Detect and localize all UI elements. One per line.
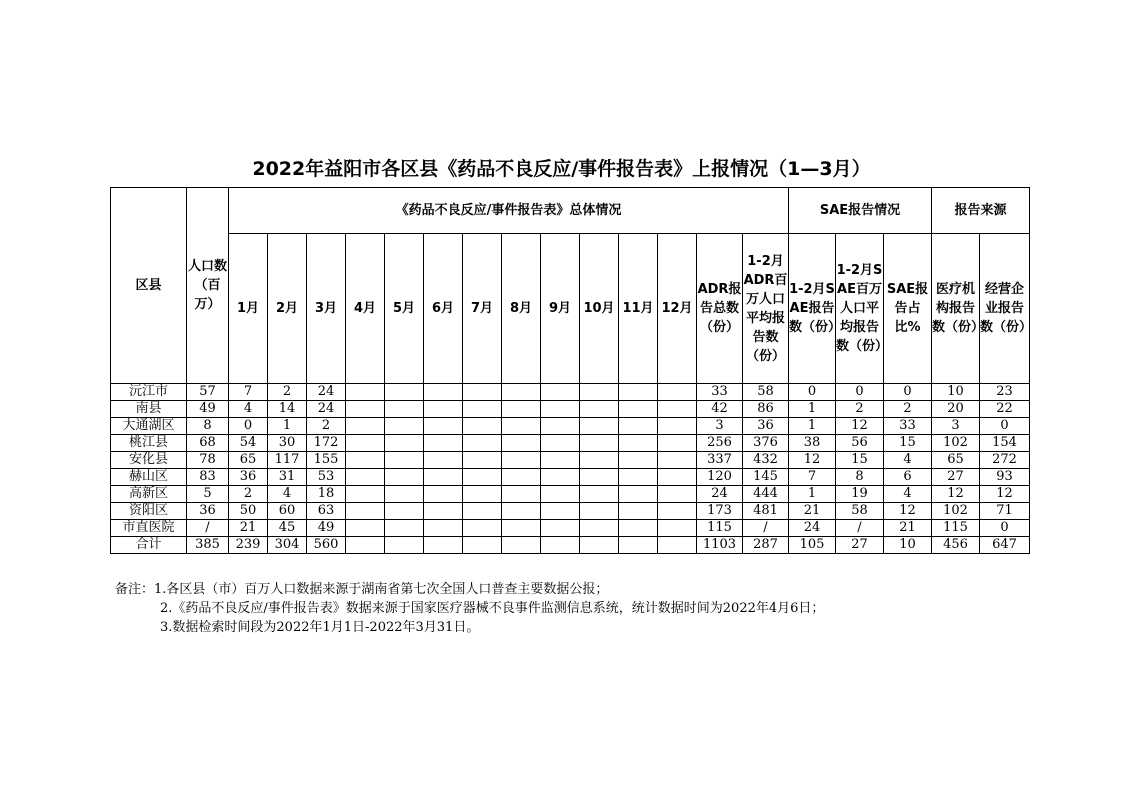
- header-month: 9月: [541, 234, 580, 384]
- month-cell: [502, 503, 541, 520]
- enterprise-cell: 22: [980, 401, 1030, 418]
- month-cell: [424, 486, 463, 503]
- sae-ratio-cell: 12: [884, 503, 932, 520]
- month-cell: [541, 384, 580, 401]
- report-table: [110, 187, 1033, 554]
- header-group-source: 报告来源: [932, 188, 1030, 234]
- header-month: 3月: [307, 234, 346, 384]
- adr-per-million-cell: 432: [743, 452, 789, 469]
- enterprise-cell: 647: [980, 537, 1030, 554]
- month-cell: [346, 486, 385, 503]
- month-cell: 54: [229, 435, 268, 452]
- adr-per-million-cell: 58: [743, 384, 789, 401]
- sae-count-cell: 105: [789, 537, 836, 554]
- header-group-overall: 《药品不良反应/事件报告表》总体情况: [229, 188, 789, 234]
- table-row: [111, 452, 1030, 469]
- month-cell: [541, 486, 580, 503]
- month-cell: [463, 452, 502, 469]
- month-cell: 4: [268, 486, 307, 503]
- month-cell: 0: [229, 418, 268, 435]
- month-cell: [385, 537, 424, 554]
- adr-per-million-cell: 287: [743, 537, 789, 554]
- sae-ratio-cell: 4: [884, 486, 932, 503]
- table-row: [111, 537, 1030, 554]
- adr-total-cell: 3: [697, 418, 743, 435]
- population-cell: 385: [187, 537, 229, 554]
- header-month: 5月: [385, 234, 424, 384]
- month-cell: [424, 452, 463, 469]
- sae-per-million-cell: 0: [836, 384, 884, 401]
- header-month: 8月: [502, 234, 541, 384]
- month-cell: [658, 520, 697, 537]
- month-cell: [658, 384, 697, 401]
- month-cell: 172: [307, 435, 346, 452]
- table-row: [111, 435, 1030, 452]
- month-cell: 7: [229, 384, 268, 401]
- month-cell: 45: [268, 520, 307, 537]
- district-cell: 高新区: [111, 486, 187, 503]
- header-district: 区县: [111, 188, 187, 384]
- header-month: 10月: [580, 234, 619, 384]
- month-cell: [580, 469, 619, 486]
- month-cell: [619, 469, 658, 486]
- month-cell: [463, 435, 502, 452]
- enterprise-cell: 71: [980, 503, 1030, 520]
- month-cell: [346, 520, 385, 537]
- adr-per-million-cell: /: [743, 520, 789, 537]
- population-cell: 78: [187, 452, 229, 469]
- medical-cell: 115: [932, 520, 980, 537]
- month-cell: [424, 435, 463, 452]
- month-cell: [502, 469, 541, 486]
- month-cell: [385, 520, 424, 537]
- header-population: 人口数（百万）: [187, 188, 229, 384]
- month-cell: 50: [229, 503, 268, 520]
- sae-count-cell: 0: [789, 384, 836, 401]
- sae-per-million-cell: /: [836, 520, 884, 537]
- medical-cell: 456: [932, 537, 980, 554]
- sae-count-cell: 7: [789, 469, 836, 486]
- month-cell: [424, 469, 463, 486]
- month-cell: [619, 486, 658, 503]
- month-cell: 24: [307, 384, 346, 401]
- medical-cell: 3: [932, 418, 980, 435]
- population-cell: 49: [187, 401, 229, 418]
- month-cell: 60: [268, 503, 307, 520]
- adr-per-million-cell: 145: [743, 469, 789, 486]
- table-row: [111, 401, 1030, 418]
- month-cell: [658, 401, 697, 418]
- month-cell: [619, 520, 658, 537]
- month-cell: [502, 486, 541, 503]
- month-cell: [541, 452, 580, 469]
- header-sae-ratio: SAE报告占比%: [884, 234, 932, 384]
- month-cell: [658, 537, 697, 554]
- header-enterprise: 经营企业报告数（份）: [980, 234, 1030, 384]
- month-cell: 53: [307, 469, 346, 486]
- month-cell: 304: [268, 537, 307, 554]
- month-cell: [580, 384, 619, 401]
- population-cell: /: [187, 520, 229, 537]
- month-cell: 18: [307, 486, 346, 503]
- month-cell: 2: [307, 418, 346, 435]
- header-sae-count: 1-2月SAE报告数（份）: [789, 234, 836, 384]
- month-cell: 24: [307, 401, 346, 418]
- sae-per-million-cell: 19: [836, 486, 884, 503]
- population-cell: 8: [187, 418, 229, 435]
- sae-per-million-cell: 58: [836, 503, 884, 520]
- month-cell: [619, 435, 658, 452]
- month-cell: 36: [229, 469, 268, 486]
- month-cell: [385, 469, 424, 486]
- month-cell: [424, 520, 463, 537]
- district-cell: 赫山区: [111, 469, 187, 486]
- enterprise-cell: 12: [980, 486, 1030, 503]
- month-cell: 14: [268, 401, 307, 418]
- month-cell: [424, 401, 463, 418]
- month-cell: [658, 418, 697, 435]
- medical-cell: 102: [932, 435, 980, 452]
- adr-per-million-cell: 36: [743, 418, 789, 435]
- month-cell: [580, 452, 619, 469]
- month-cell: 560: [307, 537, 346, 554]
- header-month: 7月: [463, 234, 502, 384]
- month-cell: 65: [229, 452, 268, 469]
- month-cell: [463, 486, 502, 503]
- adr-per-million-cell: 86: [743, 401, 789, 418]
- sae-per-million-cell: 27: [836, 537, 884, 554]
- adr-total-cell: 33: [697, 384, 743, 401]
- sae-ratio-cell: 4: [884, 452, 932, 469]
- month-cell: [541, 435, 580, 452]
- medical-cell: 12: [932, 486, 980, 503]
- month-cell: [541, 469, 580, 486]
- note-line: 备注：1.各区县（市）百万人口数据来源于湖南省第七次全国人口普查主要数据公报；: [115, 582, 609, 597]
- month-cell: [463, 384, 502, 401]
- medical-cell: 65: [932, 452, 980, 469]
- month-cell: 4: [229, 401, 268, 418]
- note-line: 3.数据检索时间段为2022年1月1日-2022年3月31日。: [160, 620, 480, 635]
- sae-ratio-cell: 15: [884, 435, 932, 452]
- month-cell: [619, 384, 658, 401]
- sae-count-cell: 21: [789, 503, 836, 520]
- sae-ratio-cell: 0: [884, 384, 932, 401]
- adr-per-million-cell: 444: [743, 486, 789, 503]
- district-cell: 安化县: [111, 452, 187, 469]
- table-row: [111, 486, 1030, 503]
- month-cell: [346, 401, 385, 418]
- month-cell: [463, 503, 502, 520]
- month-cell: [502, 435, 541, 452]
- month-cell: [463, 401, 502, 418]
- month-cell: [424, 384, 463, 401]
- district-cell: 桃江县: [111, 435, 187, 452]
- district-cell: 资阳区: [111, 503, 187, 520]
- notes: [115, 580, 824, 637]
- month-cell: 31: [268, 469, 307, 486]
- month-cell: [580, 401, 619, 418]
- month-cell: [619, 452, 658, 469]
- month-cell: [541, 401, 580, 418]
- month-cell: [502, 401, 541, 418]
- district-cell: 市直医院: [111, 520, 187, 537]
- month-cell: [658, 469, 697, 486]
- month-cell: [580, 520, 619, 537]
- month-cell: [580, 418, 619, 435]
- month-cell: [502, 520, 541, 537]
- month-cell: [346, 452, 385, 469]
- medical-cell: 102: [932, 503, 980, 520]
- table-row: [111, 469, 1030, 486]
- sae-per-million-cell: 15: [836, 452, 884, 469]
- sae-per-million-cell: 2: [836, 401, 884, 418]
- sae-per-million-cell: 8: [836, 469, 884, 486]
- month-cell: [424, 503, 463, 520]
- sae-ratio-cell: 10: [884, 537, 932, 554]
- month-cell: [541, 503, 580, 520]
- adr-total-cell: 1103: [697, 537, 743, 554]
- month-cell: [658, 435, 697, 452]
- month-cell: [346, 503, 385, 520]
- month-cell: [619, 418, 658, 435]
- month-cell: 117: [268, 452, 307, 469]
- month-cell: [346, 435, 385, 452]
- header-adr-total: ADR报告总数（份）: [697, 234, 743, 384]
- header-month: 2月: [268, 234, 307, 384]
- population-cell: 36: [187, 503, 229, 520]
- table-row: [111, 418, 1030, 435]
- sae-count-cell: 38: [789, 435, 836, 452]
- enterprise-cell: 272: [980, 452, 1030, 469]
- month-cell: 49: [307, 520, 346, 537]
- population-cell: 57: [187, 384, 229, 401]
- month-cell: [424, 418, 463, 435]
- month-cell: [580, 486, 619, 503]
- month-cell: 63: [307, 503, 346, 520]
- adr-total-cell: 24: [697, 486, 743, 503]
- sae-count-cell: 24: [789, 520, 836, 537]
- adr-total-cell: 256: [697, 435, 743, 452]
- header-sae-per-million: 1-2月SAE百万人口平均报告数（份）: [836, 234, 884, 384]
- adr-total-cell: 115: [697, 520, 743, 537]
- month-cell: [619, 401, 658, 418]
- month-cell: [502, 384, 541, 401]
- month-cell: [385, 435, 424, 452]
- month-cell: [658, 452, 697, 469]
- population-cell: 68: [187, 435, 229, 452]
- month-cell: [619, 537, 658, 554]
- header-group-sae: SAE报告情况: [789, 188, 932, 234]
- adr-per-million-cell: 481: [743, 503, 789, 520]
- month-cell: [502, 418, 541, 435]
- page-title: 2022年益阳市各区县《药品不良反应/事件报告表》上报情况（1—3月）: [252, 158, 871, 180]
- month-cell: [541, 418, 580, 435]
- enterprise-cell: 0: [980, 520, 1030, 537]
- adr-total-cell: 120: [697, 469, 743, 486]
- medical-cell: 20: [932, 401, 980, 418]
- sae-count-cell: 1: [789, 401, 836, 418]
- header-month: 12月: [658, 234, 697, 384]
- header-medical: 医疗机构报告数（份）: [932, 234, 980, 384]
- district-cell: 沅江市: [111, 384, 187, 401]
- sae-ratio-cell: 2: [884, 401, 932, 418]
- month-cell: [463, 537, 502, 554]
- header-month: 6月: [424, 234, 463, 384]
- sae-ratio-cell: 21: [884, 520, 932, 537]
- table-row: [111, 503, 1030, 520]
- sae-per-million-cell: 12: [836, 418, 884, 435]
- header-adr-per-million: 1-2月ADR百万人口平均报告数（份）: [743, 234, 789, 384]
- medical-cell: 27: [932, 469, 980, 486]
- month-cell: [502, 452, 541, 469]
- month-cell: [658, 486, 697, 503]
- month-cell: [580, 537, 619, 554]
- month-cell: 1: [268, 418, 307, 435]
- enterprise-cell: 0: [980, 418, 1030, 435]
- sae-count-cell: 1: [789, 486, 836, 503]
- header-month: 1月: [229, 234, 268, 384]
- month-cell: 30: [268, 435, 307, 452]
- month-cell: 2: [229, 486, 268, 503]
- adr-total-cell: 42: [697, 401, 743, 418]
- sae-per-million-cell: 56: [836, 435, 884, 452]
- month-cell: [463, 418, 502, 435]
- month-cell: [385, 401, 424, 418]
- month-cell: 239: [229, 537, 268, 554]
- month-cell: [424, 537, 463, 554]
- district-cell: 南县: [111, 401, 187, 418]
- month-cell: [385, 452, 424, 469]
- sae-ratio-cell: 6: [884, 469, 932, 486]
- month-cell: [346, 384, 385, 401]
- month-cell: [385, 486, 424, 503]
- table-row: [111, 520, 1030, 537]
- population-cell: 5: [187, 486, 229, 503]
- month-cell: [346, 537, 385, 554]
- adr-total-cell: 173: [697, 503, 743, 520]
- month-cell: [541, 520, 580, 537]
- note-line: 2.《药品不良反应/事件报告表》数据来源于国家医疗器械不良事件监测信息系统，统计数据时间为2022年4月6日；: [160, 601, 825, 616]
- enterprise-cell: 154: [980, 435, 1030, 452]
- month-cell: [463, 520, 502, 537]
- header-month: 4月: [346, 234, 385, 384]
- sae-count-cell: 1: [789, 418, 836, 435]
- table-row: [111, 384, 1030, 401]
- month-cell: [502, 537, 541, 554]
- month-cell: [541, 537, 580, 554]
- month-cell: [580, 435, 619, 452]
- header-month: 11月: [619, 234, 658, 384]
- month-cell: [658, 503, 697, 520]
- medical-cell: 10: [932, 384, 980, 401]
- sae-ratio-cell: 33: [884, 418, 932, 435]
- month-cell: [385, 418, 424, 435]
- month-cell: [619, 503, 658, 520]
- month-cell: [385, 384, 424, 401]
- month-cell: [385, 503, 424, 520]
- district-cell: 大通湖区: [111, 418, 187, 435]
- adr-per-million-cell: 376: [743, 435, 789, 452]
- month-cell: 21: [229, 520, 268, 537]
- month-cell: [346, 418, 385, 435]
- enterprise-cell: 93: [980, 469, 1030, 486]
- population-cell: 83: [187, 469, 229, 486]
- month-cell: [346, 469, 385, 486]
- month-cell: [580, 503, 619, 520]
- adr-total-cell: 337: [697, 452, 743, 469]
- month-cell: 155: [307, 452, 346, 469]
- sae-count-cell: 12: [789, 452, 836, 469]
- month-cell: 2: [268, 384, 307, 401]
- enterprise-cell: 23: [980, 384, 1030, 401]
- month-cell: [463, 469, 502, 486]
- district-cell: 合计: [111, 537, 187, 554]
